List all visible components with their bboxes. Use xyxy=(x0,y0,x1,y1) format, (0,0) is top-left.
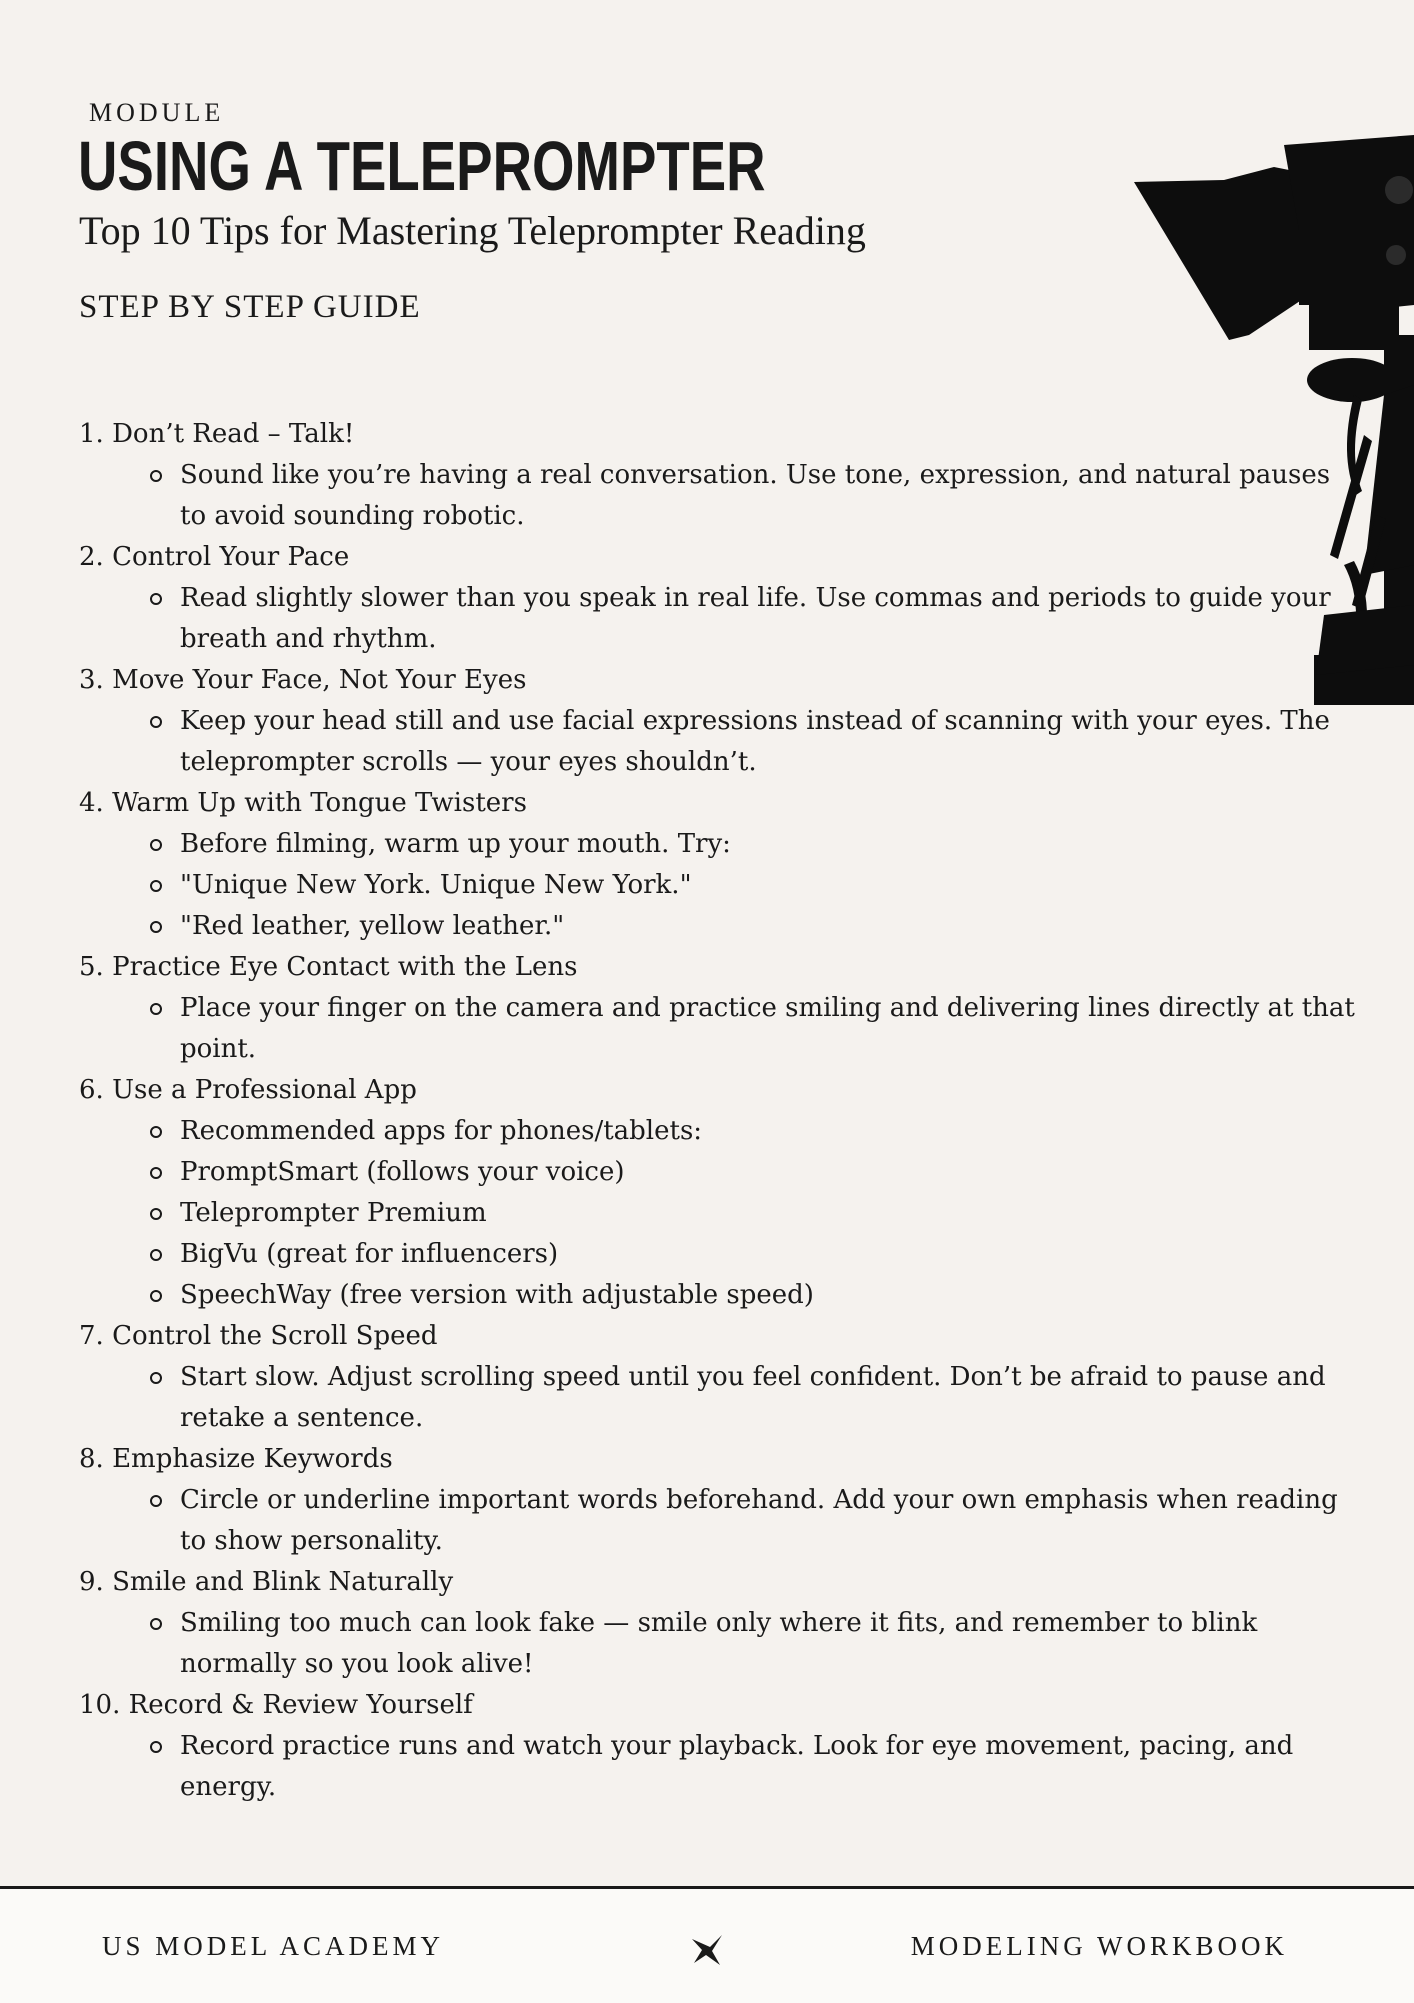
module-label: MODULE xyxy=(89,98,225,127)
tip-points xyxy=(79,988,1360,1070)
tip-title: 2. Control Your Pace xyxy=(79,542,350,572)
tip-points xyxy=(79,824,1360,947)
tip-point: Circle or underline important words beforehand. Add your own emphasis when reading to show personality. xyxy=(180,1480,1360,1562)
tip-point: Teleprompter Premium xyxy=(180,1193,1360,1234)
tip-point: Record practice runs and watch your playback. Look for eye movement, pacing, and energy. xyxy=(180,1726,1360,1808)
tip-points xyxy=(79,1603,1360,1685)
tip-item xyxy=(79,414,1331,537)
tip-title: 5. Practice Eye Contact with the Lens xyxy=(79,952,578,982)
tip-title: 10. Record & Review Yourself xyxy=(79,1690,473,1720)
tip-title: 1. Don’t Read – Talk! xyxy=(79,419,355,449)
tip-point: "Red leather, yellow leather." xyxy=(180,906,1360,947)
footer-workbook: MODELING WORKBOOK xyxy=(910,1931,1288,1961)
tips-list xyxy=(79,414,1355,1808)
tip-item xyxy=(79,660,1330,783)
tip-point: Keep your head still and use facial expressions instead of scanning with your eyes. The teleprompter scrolls — your eyes shouldn’t. xyxy=(180,701,1360,783)
tip-point: BigVu (great for influencers) xyxy=(180,1234,1360,1275)
star-icon xyxy=(690,1933,724,1967)
tip-item xyxy=(79,1685,1309,1808)
tip-item xyxy=(79,783,1309,947)
page-subtitle: Top 10 Tips for Mastering Teleprompter Reading xyxy=(79,208,866,253)
tip-points xyxy=(79,701,1360,783)
tip-title: 7. Control the Scroll Speed xyxy=(79,1321,438,1351)
tip-point: Place your finger on the camera and practice smiling and delivering lines directly at that point. xyxy=(180,988,1360,1070)
tip-point: PromptSmart (follows your voice) xyxy=(180,1152,1360,1193)
tip-item xyxy=(79,1316,1326,1439)
tip-item xyxy=(79,537,1331,660)
footer-brand: US MODEL ACADEMY xyxy=(102,1931,445,1961)
tip-title: 9. Smile and Blink Naturally xyxy=(79,1567,454,1597)
tip-point: Read slightly slower than you speak in real life. Use commas and periods to guide your breath and rhythm. xyxy=(180,578,1360,660)
tip-point: Smiling too much can look fake — smile only where it fits, and remember to blink normally so you look alive! xyxy=(180,1603,1360,1685)
tip-item xyxy=(79,1562,1309,1685)
tip-point: "Unique New York. Unique New York." xyxy=(180,865,1360,906)
tip-points xyxy=(79,578,1360,660)
tip-points xyxy=(79,455,1360,537)
footer xyxy=(0,1886,1414,2003)
tip-points xyxy=(79,1357,1360,1439)
tip-item xyxy=(79,947,1355,1070)
tip-points xyxy=(79,1480,1360,1562)
tip-title: 3. Move Your Face, Not Your Eyes xyxy=(79,665,527,695)
tip-item xyxy=(79,1070,1309,1316)
tip-title: 6. Use a Professional App xyxy=(79,1075,417,1105)
tip-points xyxy=(79,1111,1360,1316)
tip-point: SpeechWay (free version with adjustable speed) xyxy=(180,1275,1360,1316)
tip-point: Recommended apps for phones/tablets: xyxy=(180,1111,1360,1152)
tip-points xyxy=(79,1726,1360,1808)
tip-item xyxy=(79,1439,1338,1562)
tip-point: Sound like you’re having a real conversation. Use tone, expression, and natural pauses to avoid sounding robotic. xyxy=(180,455,1360,537)
guide-label: STEP BY STEP GUIDE xyxy=(79,289,421,325)
tip-point: Start slow. Adjust scrolling speed until you feel confident. Don’t be afraid to pause and retake a sentence. xyxy=(180,1357,1360,1439)
tip-title: 4. Warm Up with Tongue Twisters xyxy=(79,788,527,818)
tip-title: 8. Emphasize Keywords xyxy=(79,1444,393,1474)
page-title: USING A TELEPROMPTER xyxy=(78,127,766,205)
tip-point: Before filming, warm up your mouth. Try: xyxy=(180,824,1360,865)
